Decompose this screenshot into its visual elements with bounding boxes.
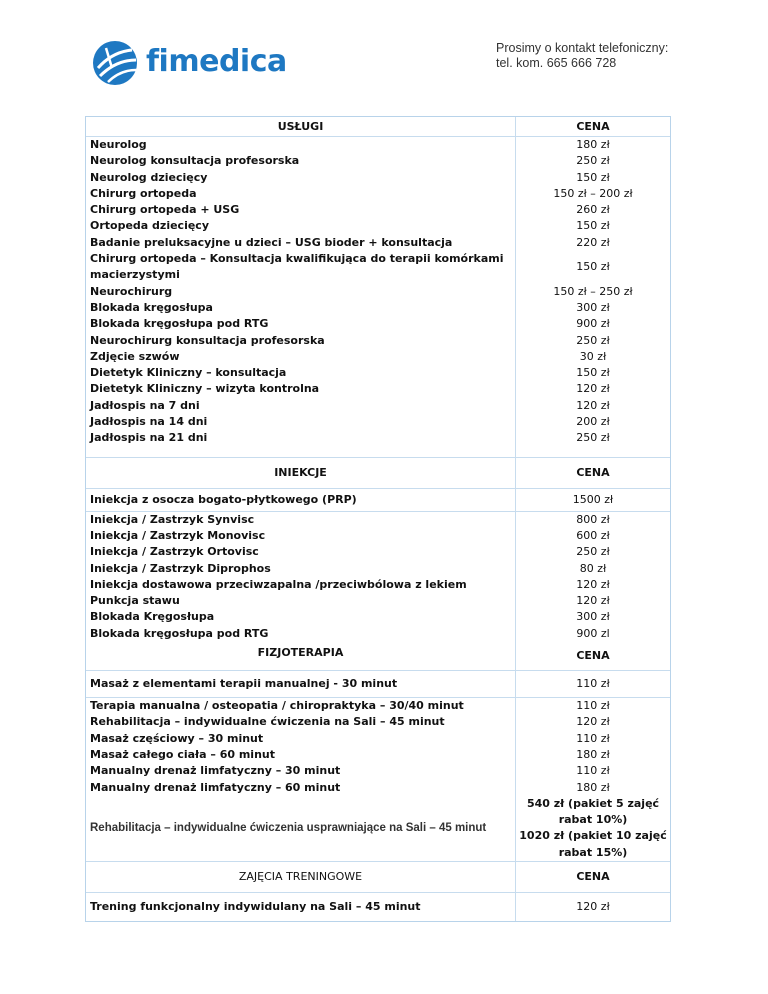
list-item: Dietetyk Kliniczny – wizyta kontrolna — [90, 382, 320, 396]
price: 150 zł — [576, 260, 610, 274]
fizjoterapia-extra-prices — [516, 796, 670, 861]
price: 260 zł — [576, 203, 610, 217]
list-item: Iniekcja / Zastrzyk Monovisc — [90, 528, 266, 542]
zajecia-price: 120 zł — [576, 899, 610, 913]
list-item: Jadłospis na 7 dni — [90, 398, 200, 412]
price: 250 zł — [576, 333, 610, 347]
list-item: Rehabilitacja – indywidualne ćwiczenia na Sali – 45 minut — [90, 715, 445, 729]
list-item: Masaż całego ciała – 60 minut — [90, 747, 275, 761]
list-item: Blokada Kręgosłupa — [90, 610, 215, 624]
logo-wordmark: fimedica — [146, 44, 287, 79]
price: rabat 15%) — [558, 845, 628, 859]
price: 120 zł — [576, 398, 610, 412]
price: 150 zł — [576, 170, 610, 184]
price: 250 zł — [576, 545, 610, 559]
fizjoterapia-first-price: 110 zł — [576, 677, 610, 691]
list-item: Masaż częściowy – 30 minut — [90, 731, 264, 745]
price: 150 zł – 200 zł — [553, 186, 633, 200]
list-item: Chirurg ortopeda – Konsultacja kwalifikująca do terapii komórkami macierzystymi — [90, 252, 504, 282]
price: 180 zł — [576, 747, 610, 761]
iniekcje-first-row — [86, 488, 670, 511]
list-item: Neurolog — [90, 138, 147, 151]
list-item: Manualny drenaż limfatyczny – 30 minut — [90, 764, 341, 778]
iniekcje-header-row — [86, 457, 670, 488]
price: 200 zł — [576, 415, 610, 429]
fizjoterapia-first-row — [86, 670, 670, 697]
price: 110 zł — [576, 699, 610, 713]
price: 110 zł — [576, 731, 610, 745]
list-item: Blokada kręgosłupa — [90, 300, 213, 314]
list-item: Chirurg ortopeda — [90, 186, 197, 200]
iniekcje-items — [86, 512, 516, 642]
list-item: Ortopeda dziecięcy — [90, 219, 210, 233]
list-item: Manualny drenaż limfatyczny – 60 minut — [90, 780, 341, 794]
iniekcje-first-item: Iniekcja z osocza bogato-płytkowego (PRP) — [86, 489, 516, 511]
uslugi-price-header: CENA — [576, 120, 610, 133]
price: 180 zł — [576, 780, 610, 794]
contact-line-1: Prosimy o kontakt telefoniczny: — [496, 41, 669, 55]
price: 120 zł — [576, 577, 610, 591]
price: 300 zł — [576, 300, 610, 314]
list-item: Blokada kręgosłupa pod RTG — [90, 317, 269, 331]
price: 900 zł — [576, 317, 610, 331]
price: 180 zł — [576, 138, 610, 151]
price-table — [85, 116, 671, 922]
price: 600 zł — [576, 528, 610, 542]
list-item: Chirurg ortopeda + USG — [90, 203, 240, 217]
fizjoterapia-first-item: Masaż z elementami terapii manualnej - 30 minut — [86, 671, 516, 697]
list-item: Jadłospis na 21 dni — [90, 431, 208, 445]
uslugi-header-row — [86, 117, 670, 136]
contact-info — [496, 41, 668, 71]
fizjoterapia-header: FIZJOTERAPIA — [86, 642, 516, 670]
price: 120 zł — [576, 715, 610, 729]
list-item: Iniekcja / Zastrzyk Diprophos — [90, 561, 271, 575]
price: 900 zl — [576, 626, 610, 640]
fizjoterapia-extra-item — [86, 796, 516, 861]
zajecia-row — [86, 892, 670, 921]
list-item: Badanie preluksacyjne u dzieci – USG bioder + konsultacja — [90, 235, 453, 249]
price: 250 zł — [576, 431, 610, 445]
price: 150 zł — [576, 366, 610, 380]
zajecia-item: Trening funkcjonalny indywidulany na Sali – 45 minut — [86, 893, 516, 921]
contact-phone: tel. kom. 665 666 728 — [496, 56, 617, 70]
fizjoterapia-extra-row — [86, 796, 670, 861]
fimedica-logo — [90, 38, 287, 88]
fimedica-logo-icon — [90, 38, 144, 88]
list-item: Iniekcja / Zastrzyk Synvisc — [90, 512, 255, 526]
list-item: Iniekcja dostawowa przeciwzapalna /przeciwbólowa z lekiem — [90, 577, 467, 591]
iniekcje-body — [86, 511, 670, 642]
zajecia-price-header: CENA — [576, 869, 610, 883]
list-item: Neurolog dziecięcy — [90, 170, 208, 184]
fizjoterapia-items — [86, 698, 516, 796]
list-item: Neurolog konsultacja profesorska — [90, 154, 300, 168]
iniekcje-header: INIEKCJE — [86, 458, 516, 488]
zajecia-header: ZAJĘCIA TRENINGOWE — [86, 862, 516, 892]
price: 540 zł (pakiet 5 zajęć — [526, 796, 660, 810]
uslugi-prices — [516, 137, 670, 457]
list-item: Iniekcja / Zastrzyk Ortovisc — [90, 545, 259, 559]
fizjoterapia-body — [86, 697, 670, 796]
price: rabat 10%) — [558, 813, 628, 827]
price: 250 zł — [576, 154, 610, 168]
price: 110 zł — [576, 764, 610, 778]
fizjoterapia-prices — [516, 698, 670, 796]
price: 1020 zł (pakiet 10 zajęć — [519, 829, 667, 843]
price: 120 zł — [576, 594, 610, 608]
uslugi-body — [86, 136, 670, 457]
list-item: Jadłospis na 14 dni — [90, 415, 208, 429]
list-item: Blokada kręgosłupa pod RTG — [90, 626, 269, 640]
iniekcje-prices — [516, 512, 670, 642]
iniekcje-price-header: CENA — [576, 465, 610, 479]
iniekcje-first-price: 1500 zł — [572, 492, 614, 506]
price: 150 zł – 250 zł — [553, 284, 633, 298]
price: 220 zł — [576, 235, 610, 249]
list-item: Rehabilitacja – indywidualne ćwiczenia usprawniające na Sali – 45 minut — [90, 821, 487, 834]
list-item: Zdjęcie szwów — [90, 349, 180, 363]
uslugi-items — [86, 137, 516, 457]
price: 80 zł — [579, 561, 607, 575]
list-item: Neurochirurg konsultacja profesorska — [90, 333, 325, 347]
price: 800 zł — [576, 512, 610, 526]
price: 120 zł — [576, 382, 610, 396]
price: 150 zł — [576, 219, 610, 233]
list-item: Dietetyk Kliniczny – konsultacja — [90, 366, 287, 380]
fizjoterapia-price-header: CENA — [576, 649, 610, 663]
list-item: Neurochirurg — [90, 284, 173, 298]
list-item: Terapia manualna / osteopatia / chiropraktyka – 30/40 minut — [90, 699, 464, 713]
zajecia-header-row — [86, 861, 670, 892]
price: 30 zł — [579, 349, 607, 363]
uslugi-header: USŁUGI — [86, 117, 516, 136]
fizjoterapia-header-row — [86, 642, 670, 670]
price: 300 zł — [576, 610, 610, 624]
list-item: Punkcja stawu — [90, 594, 180, 608]
